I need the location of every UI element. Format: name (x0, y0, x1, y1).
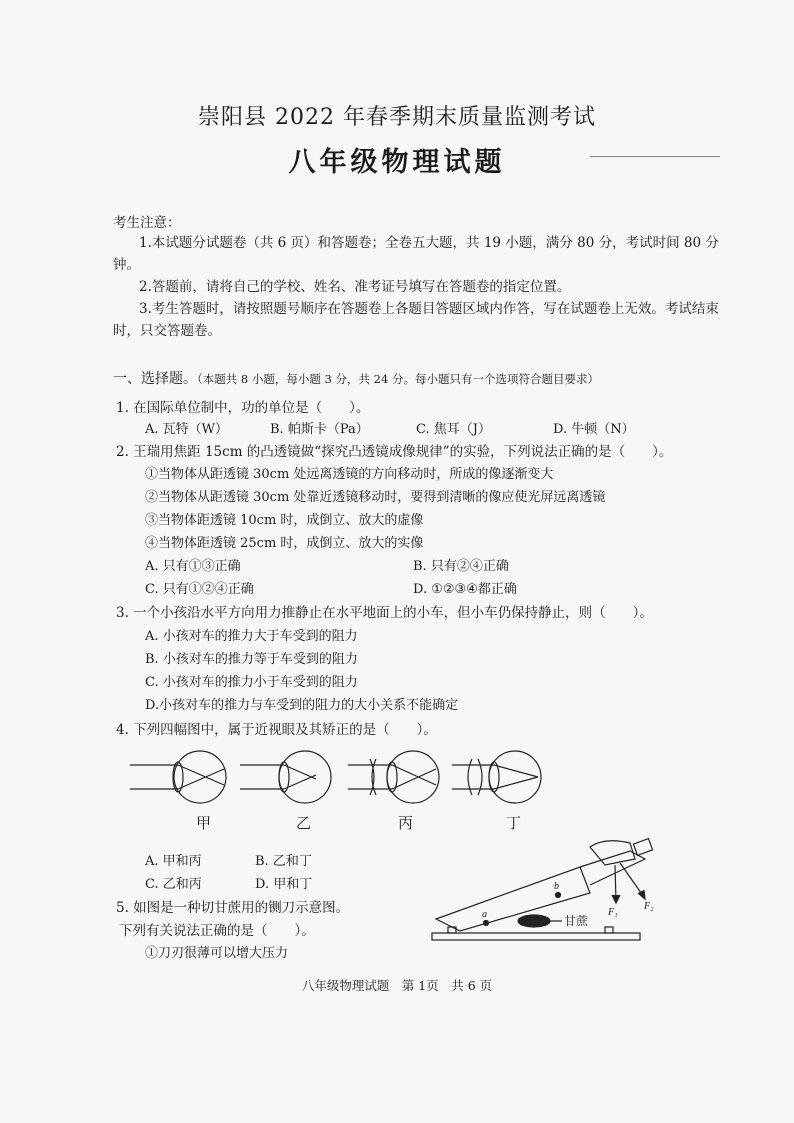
question-3-stem: 3. 一个小孩沿水平方向用力推静止在水平地面上的小车，但小车仍保持静止，则（ ）。 (116, 605, 653, 621)
eye-diagram-bing (348, 751, 439, 803)
force-f1-label: F₁ (608, 907, 618, 918)
q3-option-a: A. 小孩对车的推力大于车受到的阻力 (145, 629, 358, 644)
question-1-stem: 1. 在国际单位制中，功的单位是（ ）。 (116, 400, 370, 416)
eye-diagrams-figure (130, 745, 560, 810)
question-5-stem-line1: 5. 如图是一种切甘蔗用的铡刀示意图。 (116, 900, 350, 916)
page-footer: 八年级物理试题 第 1页 共 6 页 (301, 978, 493, 993)
sugarcane-label: 甘蔗 (564, 914, 589, 928)
q4-option-b: B. 乙和丁 (255, 854, 312, 869)
section-title: 一、选择题。 (113, 371, 197, 387)
q2-option-b: B. 只有②④正确 (413, 559, 509, 574)
notice-item: 2.答题前，请将自己的学校、姓名、准考证号填写在答题卷的指定位置。 (139, 279, 571, 295)
cutter-point-a-label: a (482, 909, 487, 920)
q5-statement-1: ①刀刃很薄可以增大压力 (145, 946, 289, 961)
question-2-stem: 2. 王瑞用焦距 15cm 的凸透镜做“探究凸透镜成像规律”的实验，下列说法正确的是（ ）。 (116, 444, 673, 460)
q1-option-a: A. 瓦特（W） (145, 422, 229, 437)
figure-label-ding: 丁 (506, 814, 522, 832)
cutter-point-b-label: b (554, 881, 559, 892)
section-heading (113, 368, 599, 388)
question-5-stem-line2: 下列有关说法正确的是（ ）。 (119, 923, 315, 939)
exam-subtitle: 八年级物理试题 (288, 147, 506, 178)
q3-option-d: D.小孩对车的推力与车受到的阻力的大小关系不能确定 (145, 698, 459, 713)
q3-option-b: B. 小孩对车的推力等于车受到的阻力 (145, 652, 358, 667)
q2-option-d: D. ①②③④都正确 (413, 582, 517, 597)
q1-option-d: D. 牛顿（N） (553, 422, 635, 437)
notice-heading: 考生注意： (113, 215, 181, 231)
eye-diagram-ding (452, 751, 541, 803)
notice-item: 3.考生答题时，请按照题号顺序在答题卷上各题目答题区域内作答，写在试题卷上无效。考试结束时，只交答题卷。 (113, 301, 719, 339)
figure-label-bing: 丙 (398, 814, 414, 832)
figure-label-yi: 乙 (296, 814, 312, 832)
q4-option-a: A. 甲和丙 (145, 854, 202, 869)
q2-statement-3: ③当物体距透镜 10cm 时，成倒立、放大的虚像 (145, 513, 424, 528)
cutter-diagram (430, 835, 670, 950)
q2-statement-2: ②当物体从距透镜 30cm 处靠近透镜移动时，要得到清晰的像应使光屏远离透镜 (145, 490, 606, 505)
q4-option-d: D. 甲和丁 (255, 877, 313, 892)
q2-option-c: C. 只有①②④正确 (145, 582, 254, 597)
exam-title: 崇阳县 2022 年春季期末质量监测考试 (198, 105, 596, 130)
eye-diagram-jia (130, 751, 226, 803)
force-f2-label: F₂ (644, 901, 654, 912)
section-hint: （本题共 8 小题，每小题 3 分，共 24 分。每小题只有一个选项符合题目要求） (197, 372, 599, 386)
q4-option-c: C. 乙和丙 (145, 877, 202, 892)
q3-option-c: C. 小孩对车的推力小于车受到的阻力 (145, 675, 358, 690)
q2-option-a: A. 只有①③正确 (145, 559, 241, 574)
q1-option-c: C. 焦耳（J） (416, 422, 491, 437)
q1-option-b: B. 帕斯卡（Pa） (270, 422, 369, 437)
notice-body (113, 232, 723, 342)
q2-statement-4: ④当物体距透镜 25cm 时，成倒立、放大的实像 (145, 536, 424, 551)
scan-artifact-line (590, 156, 720, 157)
notice-item: 1.本试题分试题卷（共 6 页）和答题卷；全卷五大题，共 19 小题，满分 80 分，考试时间 80 分钟。 (113, 235, 719, 273)
question-4-stem: 4. 下列四幅图中，属于近视眼及其矫正的是（ ）。 (116, 722, 437, 738)
figure-label-jia: 甲 (196, 814, 212, 832)
eye-diagram-yi (240, 751, 331, 803)
q2-statement-1: ①当物体从距透镜 30cm 处远离透镜的方向移动时，所成的像逐渐变大 (145, 467, 554, 482)
